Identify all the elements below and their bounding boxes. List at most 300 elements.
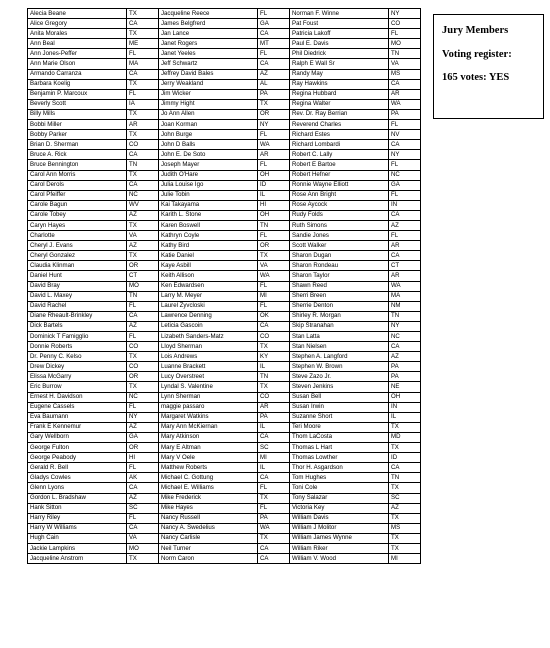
member-name-cell: Kai Takayama: [159, 200, 258, 210]
member-name-cell: Gary Wellborn: [28, 432, 127, 442]
member-name-cell: William J Molitor: [290, 523, 389, 533]
member-name-cell: Jan Lance: [159, 29, 258, 39]
table-row: [28, 69, 421, 79]
member-state-cell: ID: [258, 180, 290, 190]
member-state-cell: OH: [389, 392, 421, 402]
member-name-cell: Janet Yeeles: [159, 49, 258, 59]
member-state-cell: MI: [258, 291, 290, 301]
member-state-cell: TX: [127, 130, 159, 140]
member-state-cell: FL: [127, 513, 159, 523]
member-name-cell: Gerald R. Bell: [28, 463, 127, 473]
member-name-cell: Karith L. Stone: [159, 210, 258, 220]
member-name-cell: Keith Allison: [159, 271, 258, 281]
member-state-cell: CA: [258, 29, 290, 39]
member-state-cell: MO: [389, 39, 421, 49]
member-name-cell: Dr. Penny C. Kelso: [28, 352, 127, 362]
member-state-cell: ME: [127, 39, 159, 49]
member-name-cell: James Belgfrerd: [159, 19, 258, 29]
member-state-cell: CA: [258, 59, 290, 69]
member-state-cell: IL: [258, 463, 290, 473]
table-row: [28, 372, 421, 382]
member-name-cell: Norm Caron: [159, 554, 258, 564]
member-state-cell: FL: [258, 301, 290, 311]
member-name-cell: Caryn Hayes: [28, 220, 127, 230]
member-name-cell: Eric Burrow: [28, 382, 127, 392]
member-state-cell: CA: [389, 210, 421, 220]
member-state-cell: AL: [258, 79, 290, 89]
member-state-cell: VA: [127, 533, 159, 543]
member-state-cell: AZ: [127, 210, 159, 220]
member-name-cell: Mike Frederick: [159, 493, 258, 503]
member-name-cell: Katie Daniel: [159, 251, 258, 261]
member-name-cell: Lucy Overstreet: [159, 372, 258, 382]
member-name-cell: Cheryl J. Evans: [28, 241, 127, 251]
member-state-cell: CT: [389, 261, 421, 271]
member-state-cell: TX: [258, 382, 290, 392]
member-name-cell: Luanne Brackett: [159, 362, 258, 372]
member-state-cell: FL: [127, 402, 159, 412]
member-state-cell: GA: [258, 19, 290, 29]
member-name-cell: Kaye Asbill: [159, 261, 258, 271]
member-state-cell: IA: [127, 99, 159, 109]
member-state-cell: FL: [389, 120, 421, 130]
member-name-cell: Anita Morales: [28, 29, 127, 39]
member-state-cell: CO: [127, 342, 159, 352]
member-name-cell: Sandie Jones: [290, 231, 389, 241]
member-name-cell: Laurel Zyvcloski: [159, 301, 258, 311]
member-state-cell: OR: [258, 109, 290, 119]
member-name-cell: Mike Hayes: [159, 503, 258, 513]
table-row: [28, 180, 421, 190]
member-state-cell: AZ: [127, 422, 159, 432]
member-state-cell: MA: [389, 291, 421, 301]
member-state-cell: OH: [258, 170, 290, 180]
member-name-cell: Gladys Cowles: [28, 473, 127, 483]
member-state-cell: SC: [389, 493, 421, 503]
member-name-cell: Shirley R. Morgan: [290, 311, 389, 321]
member-name-cell: Scott Walker: [290, 241, 389, 251]
member-name-cell: Tom Hughes: [290, 473, 389, 483]
member-state-cell: MI: [258, 453, 290, 463]
member-state-cell: IN: [389, 200, 421, 210]
member-name-cell: Lynn Sherman: [159, 392, 258, 402]
member-state-cell: TN: [258, 372, 290, 382]
member-name-cell: Ralph E Wall Sr: [290, 59, 389, 69]
member-state-cell: IL: [258, 362, 290, 372]
member-state-cell: TN: [389, 473, 421, 483]
member-state-cell: AR: [389, 241, 421, 251]
member-state-cell: TX: [389, 513, 421, 523]
member-name-cell: Jim Wicker: [159, 89, 258, 99]
table-row: [28, 382, 421, 392]
member-name-cell: Joseph Mayer: [159, 160, 258, 170]
member-state-cell: FL: [389, 231, 421, 241]
member-state-cell: FL: [258, 503, 290, 513]
jury-members-table: [27, 8, 421, 564]
member-name-cell: William Davis: [290, 513, 389, 523]
member-state-cell: NE: [389, 382, 421, 392]
member-name-cell: Bruce Bennington: [28, 160, 127, 170]
member-state-cell: AR: [389, 89, 421, 99]
member-state-cell: CA: [389, 342, 421, 352]
table-row: [28, 523, 421, 533]
member-name-cell: George Peabody: [28, 453, 127, 463]
member-name-cell: Elissa McGarry: [28, 372, 127, 382]
member-state-cell: TN: [127, 160, 159, 170]
member-state-cell: CA: [127, 150, 159, 160]
member-state-cell: AZ: [389, 503, 421, 513]
member-name-cell: Matthew Roberts: [159, 463, 258, 473]
member-name-cell: Cheryl Gonzalez: [28, 251, 127, 261]
member-name-cell: Leticia Gascoin: [159, 321, 258, 331]
member-state-cell: GA: [389, 180, 421, 190]
member-state-cell: AZ: [389, 220, 421, 230]
member-state-cell: CT: [127, 271, 159, 281]
member-name-cell: Nancy Russell: [159, 513, 258, 523]
member-name-cell: Victoria Key: [290, 503, 389, 513]
member-name-cell: Ken Edwardsen: [159, 281, 258, 291]
table-row: [28, 39, 421, 49]
member-state-cell: NC: [389, 170, 421, 180]
member-state-cell: TX: [127, 220, 159, 230]
table-row: [28, 231, 421, 241]
table-row: [28, 109, 421, 119]
member-state-cell: TX: [389, 422, 421, 432]
member-state-cell: WA: [389, 99, 421, 109]
member-name-cell: John E. De Soto: [159, 150, 258, 160]
member-name-cell: Julie Tobin: [159, 190, 258, 200]
member-state-cell: OR: [258, 241, 290, 251]
member-name-cell: Shawn Reed: [290, 281, 389, 291]
member-name-cell: Michael E. Williams: [159, 483, 258, 493]
member-name-cell: Neil Turner: [159, 543, 258, 553]
member-name-cell: Beverly Scott: [28, 99, 127, 109]
table-row: [28, 503, 421, 513]
member-state-cell: AZ: [127, 493, 159, 503]
member-state-cell: SC: [258, 443, 290, 453]
table-row: [28, 392, 421, 402]
member-state-cell: FL: [258, 281, 290, 291]
member-name-cell: Pat Foust: [290, 19, 389, 29]
member-name-cell: Thom LaCosta: [290, 432, 389, 442]
member-state-cell: OR: [127, 372, 159, 382]
member-state-cell: AR: [258, 402, 290, 412]
table-row: [28, 150, 421, 160]
member-state-cell: TX: [127, 554, 159, 564]
member-state-cell: FL: [258, 130, 290, 140]
member-name-cell: Daniel Hunt: [28, 271, 127, 281]
member-name-cell: Ann Beal: [28, 39, 127, 49]
member-state-cell: TX: [127, 109, 159, 119]
member-name-cell: Billy Mills: [28, 109, 127, 119]
member-state-cell: OK: [258, 311, 290, 321]
member-state-cell: TX: [127, 251, 159, 261]
table-row: [28, 261, 421, 271]
member-state-cell: CO: [389, 19, 421, 29]
member-state-cell: PA: [258, 89, 290, 99]
member-name-cell: Jacqueline Anstrom: [28, 554, 127, 564]
member-state-cell: MI: [389, 554, 421, 564]
member-name-cell: Julia Louise Igo: [159, 180, 258, 190]
member-state-cell: PA: [389, 372, 421, 382]
member-state-cell: FL: [258, 9, 290, 19]
member-name-cell: Randy May: [290, 69, 389, 79]
member-state-cell: CA: [127, 523, 159, 533]
member-name-cell: Stan Latta: [290, 332, 389, 342]
member-state-cell: AR: [127, 120, 159, 130]
member-state-cell: NC: [127, 190, 159, 200]
member-name-cell: Jacqueline Reece: [159, 9, 258, 19]
member-name-cell: Frank E Kennemur: [28, 422, 127, 432]
member-state-cell: FL: [127, 463, 159, 473]
member-name-cell: Carole Bagun: [28, 200, 127, 210]
table-row: [28, 170, 421, 180]
member-name-cell: Rose Ann Bright: [290, 190, 389, 200]
member-name-cell: Rudy Folds: [290, 210, 389, 220]
member-state-cell: ID: [389, 453, 421, 463]
table-row: [28, 220, 421, 230]
table-row: [28, 49, 421, 59]
member-state-cell: TX: [258, 342, 290, 352]
member-state-cell: FL: [127, 49, 159, 59]
member-state-cell: CO: [258, 332, 290, 342]
table-row: [28, 362, 421, 372]
member-state-cell: CO: [258, 392, 290, 402]
member-name-cell: William James Wynne: [290, 533, 389, 543]
member-state-cell: TX: [258, 533, 290, 543]
table-row: [28, 160, 421, 170]
member-name-cell: Patricia Lakoff: [290, 29, 389, 39]
member-state-cell: FL: [389, 160, 421, 170]
member-name-cell: Jackie Lampkins: [28, 543, 127, 553]
member-state-cell: PA: [258, 412, 290, 422]
member-name-cell: Lois Andrews: [159, 352, 258, 362]
member-state-cell: TX: [258, 251, 290, 261]
member-state-cell: AR: [258, 150, 290, 160]
member-name-cell: Charlotte: [28, 231, 127, 241]
member-name-cell: Jo Ann Allen: [159, 109, 258, 119]
member-state-cell: TX: [127, 9, 159, 19]
member-name-cell: Stan Nielsen: [290, 342, 389, 352]
member-state-cell: WV: [127, 200, 159, 210]
table-row: [28, 89, 421, 99]
member-state-cell: NY: [127, 412, 159, 422]
member-state-cell: CA: [127, 180, 159, 190]
member-name-cell: Robert E Bartoe: [290, 160, 389, 170]
member-state-cell: CA: [127, 69, 159, 79]
member-state-cell: FL: [127, 89, 159, 99]
table-row: [28, 493, 421, 503]
member-name-cell: maggie passaro: [159, 402, 258, 412]
member-name-cell: Nancy Carlisle: [159, 533, 258, 543]
member-name-cell: Barbara Koelig: [28, 79, 127, 89]
member-name-cell: Eva Baumann: [28, 412, 127, 422]
member-state-cell: TX: [258, 493, 290, 503]
member-state-cell: WA: [389, 281, 421, 291]
member-state-cell: NC: [127, 392, 159, 402]
member-state-cell: MA: [127, 59, 159, 69]
member-state-cell: TX: [389, 543, 421, 553]
member-state-cell: IN: [389, 402, 421, 412]
member-name-cell: Ann Marie Olson: [28, 59, 127, 69]
table-row: [28, 130, 421, 140]
table-row: [28, 251, 421, 261]
table-row: [28, 332, 421, 342]
member-state-cell: NM: [389, 301, 421, 311]
member-name-cell: Alecia Beane: [28, 9, 127, 19]
member-name-cell: Margaret Watkins: [159, 412, 258, 422]
member-name-cell: Joan Korman: [159, 120, 258, 130]
member-name-cell: Norman F. Winne: [290, 9, 389, 19]
table-row: [28, 99, 421, 109]
member-state-cell: WA: [258, 271, 290, 281]
member-name-cell: Kathy Bird: [159, 241, 258, 251]
table-row: [28, 321, 421, 331]
table-row: [28, 190, 421, 200]
table-row: [28, 443, 421, 453]
member-name-cell: Claudia Klinman: [28, 261, 127, 271]
member-name-cell: Jeff Schwartz: [159, 59, 258, 69]
member-name-cell: Stephen A. Langford: [290, 352, 389, 362]
member-name-cell: Lyndal S. Valentine: [159, 382, 258, 392]
member-state-cell: TN: [389, 311, 421, 321]
member-state-cell: TN: [258, 220, 290, 230]
member-state-cell: TX: [258, 99, 290, 109]
member-name-cell: Toni Cole: [290, 483, 389, 493]
member-name-cell: Mary V Oele: [159, 453, 258, 463]
member-name-cell: John Burge: [159, 130, 258, 140]
member-name-cell: Suzanne Short: [290, 412, 389, 422]
member-state-cell: AR: [389, 271, 421, 281]
member-name-cell: Harry Riley: [28, 513, 127, 523]
member-state-cell: CA: [389, 79, 421, 89]
member-state-cell: WA: [258, 523, 290, 533]
member-name-cell: Rose Aycock: [290, 200, 389, 210]
member-name-cell: Donnie Roberts: [28, 342, 127, 352]
member-name-cell: Richard Estes: [290, 130, 389, 140]
member-state-cell: CA: [389, 251, 421, 261]
table-row: [28, 120, 421, 130]
member-state-cell: FL: [127, 301, 159, 311]
member-name-cell: Drew Dickey: [28, 362, 127, 372]
member-name-cell: Nancy A. Swedelius: [159, 523, 258, 533]
member-name-cell: Mary Ann McKiernan: [159, 422, 258, 432]
summary-title: Jury Members: [442, 25, 509, 36]
member-name-cell: Dominick T Famigglio: [28, 332, 127, 342]
table-row: [28, 543, 421, 553]
member-state-cell: MS: [389, 523, 421, 533]
member-name-cell: Sharon Taylor: [290, 271, 389, 281]
member-state-cell: NY: [389, 9, 421, 19]
member-state-cell: TX: [389, 533, 421, 543]
member-state-cell: SC: [127, 503, 159, 513]
member-name-cell: Thomas L Hart: [290, 443, 389, 453]
member-state-cell: TX: [127, 352, 159, 362]
member-state-cell: MO: [127, 281, 159, 291]
member-state-cell: PA: [389, 362, 421, 372]
member-name-cell: Gordon L. Bradshaw: [28, 493, 127, 503]
member-name-cell: Mary Atkinson: [159, 432, 258, 442]
member-name-cell: Carol Derols: [28, 180, 127, 190]
member-name-cell: Regina Hubbard: [290, 89, 389, 99]
member-state-cell: CA: [258, 543, 290, 553]
member-state-cell: CA: [258, 554, 290, 564]
member-state-cell: CO: [127, 140, 159, 150]
member-state-cell: CA: [127, 19, 159, 29]
member-state-cell: CA: [127, 483, 159, 493]
member-state-cell: HI: [258, 200, 290, 210]
member-name-cell: Ruth Simons: [290, 220, 389, 230]
table-row: [28, 463, 421, 473]
member-state-cell: CA: [258, 321, 290, 331]
table-row: [28, 453, 421, 463]
member-name-cell: Janet Rogers: [159, 39, 258, 49]
member-state-cell: AZ: [258, 69, 290, 79]
member-name-cell: William V. Wood: [290, 554, 389, 564]
member-name-cell: David L. Maxey: [28, 291, 127, 301]
table-row: [28, 402, 421, 412]
table-row: [28, 301, 421, 311]
member-name-cell: Hugh Cain: [28, 533, 127, 543]
member-name-cell: Judith O'Hare: [159, 170, 258, 180]
member-name-cell: Tony Salazar: [290, 493, 389, 503]
member-name-cell: Diane Rheault-Brinkley: [28, 311, 127, 321]
member-state-cell: CO: [127, 362, 159, 372]
member-name-cell: Lizabeth Sanders-Matz: [159, 332, 258, 342]
member-state-cell: KY: [258, 352, 290, 362]
member-state-cell: AZ: [127, 241, 159, 251]
member-state-cell: PA: [389, 109, 421, 119]
member-state-cell: FL: [258, 160, 290, 170]
member-state-cell: IL: [258, 422, 290, 432]
member-name-cell: Jimmy Hight: [159, 99, 258, 109]
table-row: [28, 513, 421, 523]
member-name-cell: Sherri Breen: [290, 291, 389, 301]
table-row: [28, 432, 421, 442]
member-name-cell: Sherrie Denton: [290, 301, 389, 311]
member-state-cell: FL: [389, 29, 421, 39]
member-name-cell: Rev. Dr. Ray Berrian: [290, 109, 389, 119]
member-state-cell: GA: [127, 432, 159, 442]
table-row: [28, 271, 421, 281]
member-name-cell: Brian D. Sherman: [28, 140, 127, 150]
member-name-cell: Stephen W. Brown: [290, 362, 389, 372]
member-name-cell: Steve Zazo Jr.: [290, 372, 389, 382]
member-name-cell: Reverend Charles: [290, 120, 389, 130]
member-state-cell: HI: [127, 453, 159, 463]
member-name-cell: Paul E. Davis: [290, 39, 389, 49]
member-name-cell: Armando Carranza: [28, 69, 127, 79]
member-name-cell: Susan Bell: [290, 392, 389, 402]
member-name-cell: Kathryn Coyle: [159, 231, 258, 241]
table-row: [28, 281, 421, 291]
member-name-cell: Jeffrey David Bales: [159, 69, 258, 79]
member-state-cell: FL: [389, 190, 421, 200]
table-row: [28, 140, 421, 150]
table-row: [28, 422, 421, 432]
jury-summary-box: [433, 14, 544, 119]
member-name-cell: Eugene Cassels: [28, 402, 127, 412]
member-state-cell: NY: [258, 120, 290, 130]
table-row: [28, 59, 421, 69]
member-name-cell: Carol Pfeiffer: [28, 190, 127, 200]
member-state-cell: FL: [258, 231, 290, 241]
member-state-cell: AZ: [389, 352, 421, 362]
member-name-cell: Bobbi Miller: [28, 120, 127, 130]
member-state-cell: TX: [127, 170, 159, 180]
table-row: [28, 29, 421, 39]
member-state-cell: OH: [258, 210, 290, 220]
